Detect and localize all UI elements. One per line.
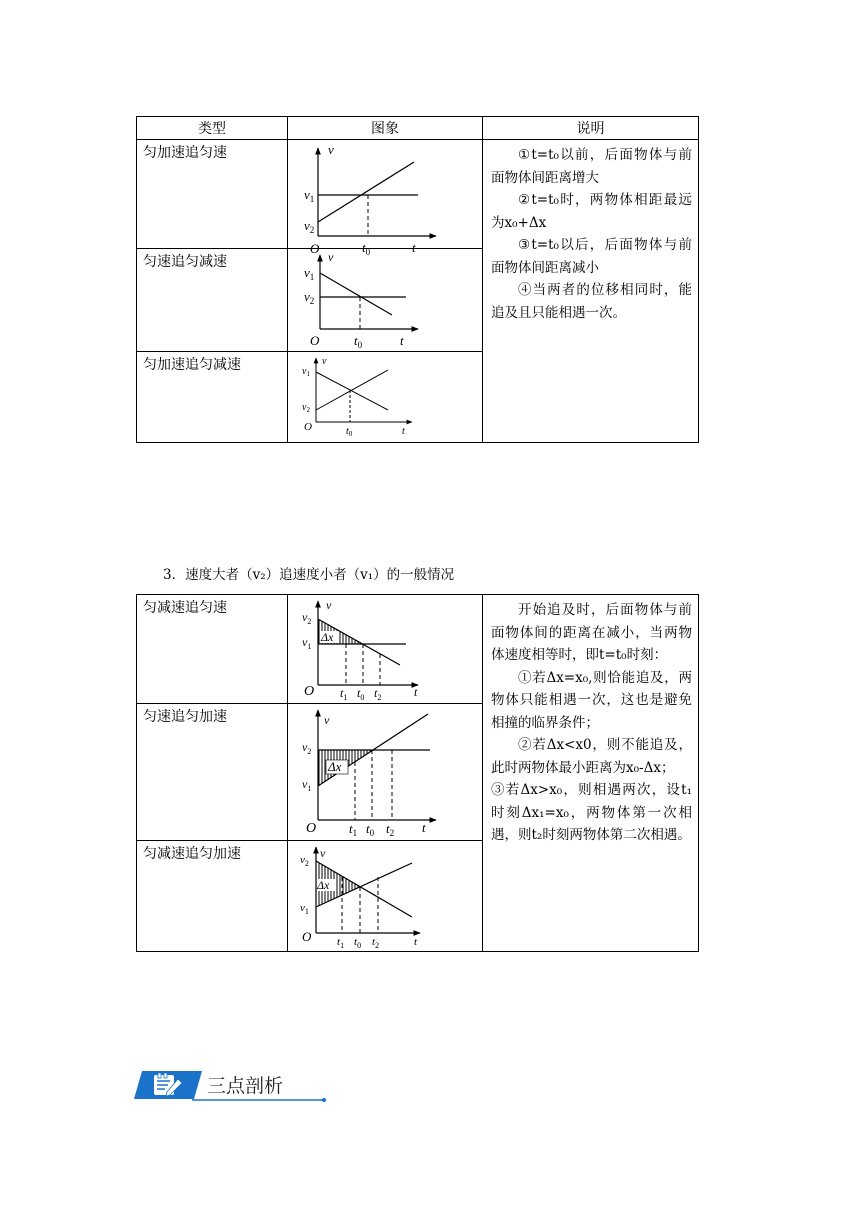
vt-graph-decel-chase-uniform <box>288 595 482 703</box>
origin-label: O <box>306 821 317 836</box>
type-cell: 匀减速追匀加速 <box>137 841 288 952</box>
axis-v-label: v <box>326 598 332 612</box>
t0-label: $t_0$ <box>362 240 371 257</box>
graph-cell <box>288 249 483 352</box>
description-item-3: ③t=t₀以后，后面物体与前面物体间距离减小 <box>491 237 692 276</box>
v2-label: $v_2$ <box>302 740 312 756</box>
t2-label: $t_2$ <box>386 821 395 838</box>
axis-v-label: v <box>322 356 327 367</box>
description-item-2: ①若Δx=x₀,则恰能追及，两物体只能相遇一次，这也是避免相撞的临界条件； <box>491 669 692 731</box>
description-item-4: ③若Δx>x₀，则相遇两次，设t₁时刻Δx₁=x₀，两物体第一次相遇，则t₂时刻两物体第二次相遇。 <box>491 782 692 843</box>
axis-v-label: v <box>328 250 334 264</box>
v1-label: $v_1$ <box>304 265 315 282</box>
header-type: 类型 <box>137 117 288 140</box>
vt-graph-uniform-chase-decel <box>288 249 482 351</box>
graph-cell <box>288 140 483 257</box>
v2-label: $v_2$ <box>300 854 309 868</box>
type-cell: 匀减速追匀速 <box>137 595 288 704</box>
type-cell: 匀加速追匀速 <box>137 140 288 249</box>
v2-label: $v_2$ <box>302 610 312 626</box>
t0-label: $t_0$ <box>346 426 353 438</box>
vt-graph-accel-chase-uniform <box>288 140 482 257</box>
origin-label: O <box>302 929 312 944</box>
description-cell <box>483 140 699 443</box>
v1-label: $v_1$ <box>300 902 309 916</box>
delta-x-label: Δx <box>328 759 342 774</box>
table-header-row <box>137 117 699 140</box>
axis-t-label: t <box>402 426 405 437</box>
table-pursuit-types-1 <box>136 116 699 443</box>
axis-t-label: t <box>412 240 416 255</box>
section-3-heading: 3．速度大者（v₂）追速度小者（v₁）的一般情况 <box>163 567 455 583</box>
axis-t-label: t <box>400 333 404 348</box>
v2-label: $v_2$ <box>302 402 310 414</box>
header-description: 说明 <box>483 117 699 140</box>
axis-t-label: t <box>414 936 418 948</box>
origin-label: O <box>310 333 320 348</box>
description-item-4: ④当两者的位移相同时，能追及且只能相遇一次。 <box>491 282 692 321</box>
graph-cell <box>288 841 483 952</box>
v2-label: $v_2$ <box>304 289 315 306</box>
v2-label: $v_2$ <box>304 218 315 235</box>
delta-x-label: Δx <box>321 630 334 644</box>
v1-label: $v_1$ <box>304 187 315 204</box>
origin-label: O <box>310 241 320 256</box>
header-graph: 图象 <box>288 117 483 140</box>
vt-graph-decel-chase-accel <box>288 841 482 951</box>
description-item-1: ①t=t₀以前，后面物体与前面物体间距离增大 <box>491 147 692 186</box>
delta-x-label: Δx <box>317 878 330 892</box>
t0-label: $t_0$ <box>366 821 375 838</box>
axis-t-label: t <box>422 820 426 835</box>
t1-label: $t_1$ <box>349 821 358 838</box>
description-item-3: ②若Δx<x0，则不能追及，此时两物体最小距离为x₀-Δx； <box>491 737 692 776</box>
origin-label: O <box>304 684 315 699</box>
type-cell: 匀速追匀减速 <box>137 249 288 352</box>
t1-label: $t_1$ <box>340 686 348 702</box>
v1-label: $v_1$ <box>302 777 312 793</box>
axis-v-label: v <box>320 846 326 860</box>
description-item-2: ②t=t₀时，两物体相距最远为x₀+Δx <box>491 192 692 231</box>
graph-cell <box>288 595 483 704</box>
t0-label: $t_0$ <box>357 686 365 702</box>
vt-graph-uniform-chase-accel <box>288 704 482 840</box>
type-cell: 匀加速追匀减速 <box>137 352 288 443</box>
t0-label: $t_0$ <box>354 333 363 350</box>
vt-graph-accel-chase-decel <box>288 352 482 442</box>
axis-t-label: t <box>414 685 418 699</box>
description-cell <box>483 595 699 952</box>
t0-label: $t_0$ <box>354 936 362 950</box>
graph-cell <box>288 704 483 841</box>
t1-label: $t_1$ <box>337 936 345 950</box>
table-row <box>137 595 699 704</box>
axis-v-label: v <box>328 142 334 157</box>
table-row <box>137 140 699 249</box>
axis-v-label: v <box>324 713 330 727</box>
description-item-1: 开始追及时，后面物体与前面物体间的距离在减小，当两物体速度相等时，即t=t₀时刻： <box>491 602 692 663</box>
type-cell: 匀速追匀加速 <box>137 704 288 841</box>
v1-label: $v_1$ <box>302 366 310 378</box>
graph-cell <box>288 352 483 443</box>
origin-label: O <box>304 421 312 433</box>
t2-label: $t_2$ <box>374 686 382 702</box>
section-banner-title: 三点剖析 <box>207 1075 284 1097</box>
table-pursuit-types-2 <box>136 594 699 952</box>
v1-label: $v_1$ <box>302 635 312 651</box>
t2-label: $t_2$ <box>372 936 380 950</box>
